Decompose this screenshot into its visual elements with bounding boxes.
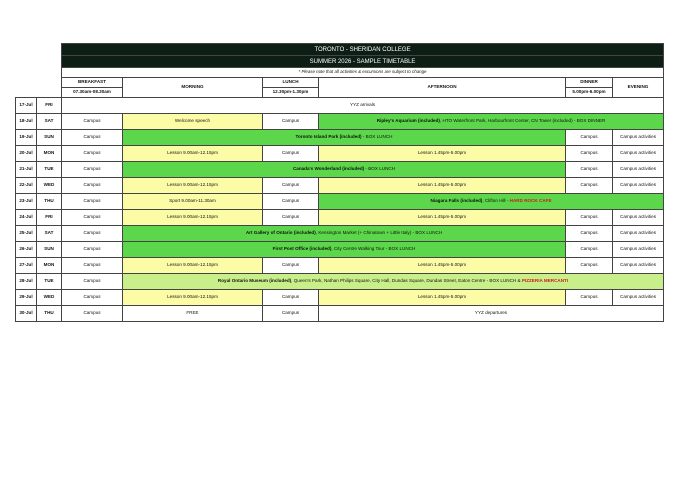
- row-day: TUE: [37, 162, 62, 178]
- breakfast-time: 07.30am-08.30am: [62, 88, 123, 98]
- row-afternoon-excursion: [319, 194, 664, 210]
- row-morning: Lesson 9.00am-12.15pm: [123, 146, 263, 162]
- excursion-details: - BOX LUNCH: [361, 134, 393, 140]
- row-dinner: Campus: [566, 258, 613, 274]
- row-date: 17-Jul: [16, 98, 37, 114]
- row-afternoon: YYZ departures: [319, 306, 664, 322]
- col-dinner: DINNER: [566, 78, 613, 88]
- row-dinner: Campus: [566, 290, 613, 306]
- row-breakfast: Campus: [62, 258, 123, 274]
- row-day: TUE: [37, 274, 62, 290]
- row-day-excursion: [123, 130, 566, 146]
- excursion-details: , Kensington Market (+ Chinatown + Little Italy) - BOX LUNCH: [315, 230, 443, 236]
- col-morning: MORNING: [123, 78, 263, 98]
- row-date: 25-Jul: [16, 226, 37, 242]
- row-breakfast: Campus: [62, 226, 123, 242]
- row-breakfast: Campus: [62, 290, 123, 306]
- row-breakfast: Campus: [62, 242, 123, 258]
- row-lunch: Campus: [263, 306, 319, 322]
- row-afternoon: Lesson 1.45pm-5.00pm: [319, 258, 566, 274]
- row-morning: Lesson 9.00am-12.15pm: [123, 210, 263, 226]
- row-day: SUN: [37, 242, 62, 258]
- table-row: [16, 258, 664, 274]
- row-morning: Lesson 9.00am-12.15pm: [123, 290, 263, 306]
- row-dinner: Campus: [566, 146, 613, 162]
- row-lunch: Campus: [263, 290, 319, 306]
- timetable: [15, 43, 664, 322]
- row-dinner: Campus: [566, 210, 613, 226]
- row-date: 19-Jul: [16, 130, 37, 146]
- lunch-time: 12.30pm-1.30pm: [263, 88, 319, 98]
- excursion-name: First Post Office (included): [272, 246, 332, 252]
- row-dinner: Campus: [566, 178, 613, 194]
- table-row: [16, 98, 664, 114]
- row-day: WED: [37, 290, 62, 306]
- row-evening: Campus activities: [613, 210, 664, 226]
- row-morning: FREE: [123, 306, 263, 322]
- row-date: 27-Jul: [16, 258, 37, 274]
- excursion-details: , Clifton Hill -: [482, 198, 510, 204]
- row-breakfast: Campus: [62, 178, 123, 194]
- row-evening: Campus activities: [613, 242, 664, 258]
- table-row: [16, 130, 664, 146]
- row-breakfast: Campus: [62, 274, 123, 290]
- excursion-name: Niagara Falls (included): [430, 198, 483, 204]
- row-lunch: Campus: [263, 114, 319, 130]
- row-day: MON: [37, 258, 62, 274]
- row-day-excursion: [123, 242, 566, 258]
- row-morning: Sport 9.00am-11.30am: [123, 194, 263, 210]
- row-afternoon: Lesson 1.45pm-5.00pm: [319, 210, 566, 226]
- excursion-details: - BOX LUNCH: [364, 166, 396, 172]
- row-day-excursion: [123, 162, 566, 178]
- row-day-excursion: [123, 274, 664, 290]
- row-breakfast: Campus: [62, 130, 123, 146]
- row-event: YYZ arrivals: [62, 98, 664, 114]
- row-breakfast: Campus: [62, 306, 123, 322]
- excursion-name: Toronto Island Park (included): [295, 134, 362, 140]
- col-lunch: LUNCH: [263, 78, 319, 88]
- row-day: FRI: [37, 98, 62, 114]
- row-day-excursion: [123, 226, 566, 242]
- row-breakfast: Campus: [62, 194, 123, 210]
- row-breakfast: Campus: [62, 210, 123, 226]
- table-row: [16, 194, 664, 210]
- table-row: [16, 290, 664, 306]
- row-date: 28-Jul: [16, 274, 37, 290]
- row-evening: Campus activities: [613, 146, 664, 162]
- col-breakfast: BREAKFAST: [62, 78, 123, 88]
- col-evening: EVENING: [613, 78, 664, 98]
- table-row: [16, 210, 664, 226]
- row-evening: Campus activities: [613, 130, 664, 146]
- row-evening: Campus activities: [613, 162, 664, 178]
- row-lunch: Campus: [263, 146, 319, 162]
- row-date: 22-Jul: [16, 178, 37, 194]
- row-day: THU: [37, 306, 62, 322]
- row-evening: Campus activities: [613, 178, 664, 194]
- row-day: WED: [37, 178, 62, 194]
- row-date: 23-Jul: [16, 194, 37, 210]
- row-date: 21-Jul: [16, 162, 37, 178]
- row-day: FRI: [37, 210, 62, 226]
- row-breakfast: Campus: [62, 162, 123, 178]
- disclaimer-note: * Please note that all activities & excursions are subject to change: [62, 68, 664, 78]
- row-date: 18-Jul: [16, 114, 37, 130]
- row-dinner: Campus: [566, 242, 613, 258]
- table-row: [16, 114, 664, 130]
- row-date: 20-Jul: [16, 146, 37, 162]
- restaurant-highlight: PIZZERIA MERCANTI: [521, 278, 569, 284]
- timetable-title: TORONTO - SHERIDAN COLLEGE: [62, 44, 664, 56]
- row-day: SAT: [37, 226, 62, 242]
- row-date: 30-Jul: [16, 306, 37, 322]
- row-afternoon-excursion: [319, 114, 664, 130]
- table-row: [16, 242, 664, 258]
- excursion-name: Art Gallery of Ontario (included): [245, 230, 316, 236]
- row-evening: Campus activities: [613, 258, 664, 274]
- row-evening: Campus activities: [613, 226, 664, 242]
- excursion-details: , Queen's Park, Nathan Philips Square, City Hall, Dundas Square, Dundas Street, Eaton Centre - BOX LUNCH &: [291, 278, 522, 284]
- row-date: 29-Jul: [16, 290, 37, 306]
- row-lunch: Campus: [263, 210, 319, 226]
- row-day: THU: [37, 194, 62, 210]
- row-day: MON: [37, 146, 62, 162]
- row-day: SUN: [37, 130, 62, 146]
- excursion-details: , City Centre Walking Tour - BOX LUNCH: [331, 246, 416, 252]
- row-date: 24-Jul: [16, 210, 37, 226]
- restaurant-highlight: HARD ROCK CAFE: [509, 198, 552, 204]
- table-row: [16, 306, 664, 322]
- excursion-name: Royal Ontario Museum (included): [217, 278, 292, 284]
- row-afternoon: Lesson 1.45pm-5.00pm: [319, 146, 566, 162]
- excursion-details: , HTO Waterfront Park, Harbourfront Center, CN Tower (included) - BOX DINNER: [439, 118, 606, 124]
- row-morning: Lesson 9.00am-12.15pm: [123, 258, 263, 274]
- timetable-subtitle: SUMMER 2026 - SAMPLE TIMETABLE: [62, 56, 664, 68]
- row-breakfast: Campus: [62, 146, 123, 162]
- table-row: [16, 178, 664, 194]
- row-afternoon: Lesson 1.45pm-5.00pm: [319, 178, 566, 194]
- table-row: [16, 226, 664, 242]
- row-afternoon: Lesson 1.45pm-5.00pm: [319, 290, 566, 306]
- table-row: [16, 146, 664, 162]
- row-dinner: Campus: [566, 162, 613, 178]
- row-dinner: Campus: [566, 130, 613, 146]
- row-date: 26-Jul: [16, 242, 37, 258]
- row-morning: Welcome speech: [123, 114, 263, 130]
- row-lunch: Campus: [263, 194, 319, 210]
- col-afternoon: AFTERNOON: [319, 78, 566, 98]
- row-dinner: Campus: [566, 226, 613, 242]
- row-lunch: Campus: [263, 178, 319, 194]
- excursion-name: Ripley's Aquarium (included): [376, 118, 440, 124]
- table-row: [16, 274, 664, 290]
- row-lunch: Campus: [263, 258, 319, 274]
- table-row: [16, 162, 664, 178]
- row-evening: Campus activities: [613, 290, 664, 306]
- row-day: SAT: [37, 114, 62, 130]
- row-breakfast: Campus: [62, 114, 123, 130]
- dinner-time: 5.00pm-6.00pm: [566, 88, 613, 98]
- row-morning: Lesson 9.00am-12.15pm: [123, 178, 263, 194]
- excursion-name: Canada's Wonderland (included): [292, 166, 365, 172]
